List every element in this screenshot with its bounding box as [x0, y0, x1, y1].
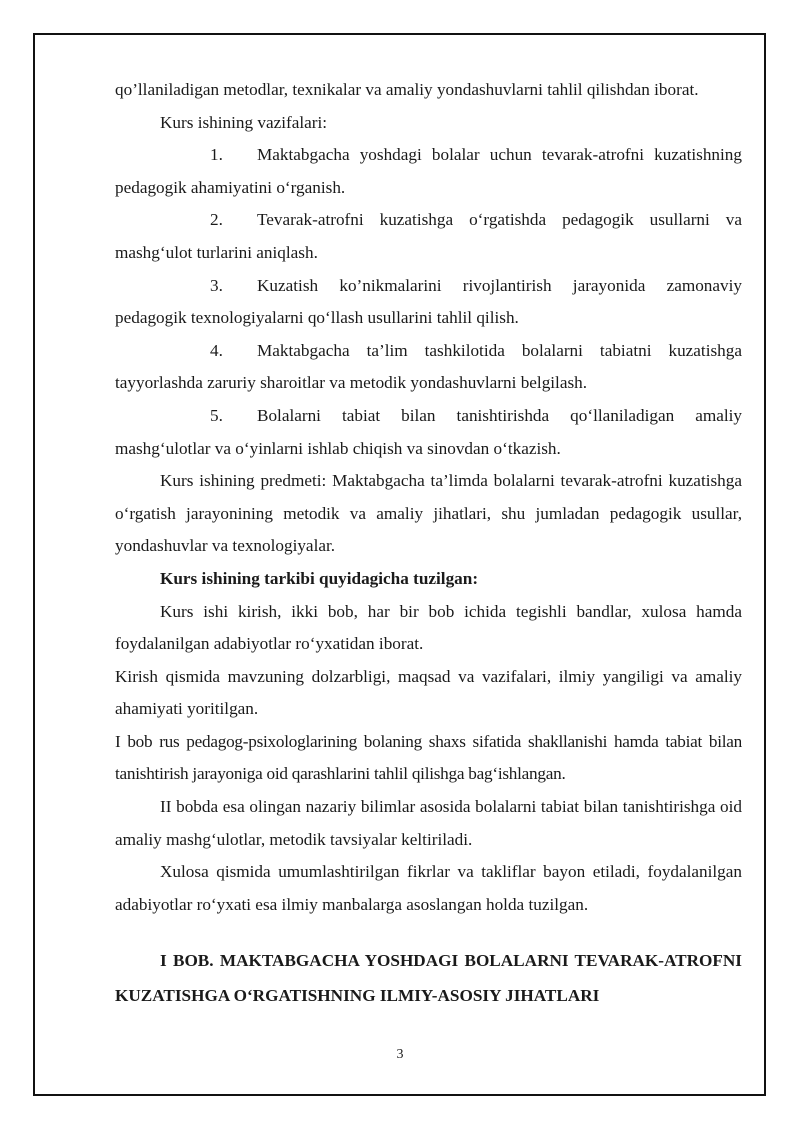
page-content — [115, 74, 742, 1013]
task-number: 3. — [210, 275, 223, 295]
task-number: 4. — [210, 340, 223, 360]
chapter-heading: I BOB. MAKTABGACHA YOSHDAGI BOLALARNI TEVARAK-ATROFNI KUZATISHGA O‘RGATISHNING ILMIY-ASOSIY JIHATLARI — [115, 951, 742, 1006]
task-text: Bolalarni tabiat bilan tanishtirishda qo‘llaniladigan amaliy mashg‘ulotlar va o‘yinlarni ishlab chiqish va sinovdan o‘tkazish. — [115, 405, 742, 458]
intro-section-paragraph: Kirish qismida mavzuning dolzarbligi, maqsad va vazifalari, ilmiy yangiligi va amaliy ahamiyati yoritilgan. — [115, 666, 742, 719]
conclusion-paragraph: Xulosa qismida umumlashtirilgan fikrlar va takliflar bayon etiladi, foydalanilgan adabiyotlar ro‘yxati esa ilmiy manbalarga asoslangan holda tuzilgan. — [115, 862, 742, 914]
task-text: Maktabgacha ta’lim tashkilotida bolalarni tabiatni kuzatishga tayyorlashda zaruriy sharoitlar va metodik yondashuvlarni belgilash. — [115, 340, 742, 393]
task-item-2 — [115, 204, 742, 269]
task-number: 2. — [210, 210, 223, 230]
task-number: 5. — [210, 405, 223, 425]
page-number: 3 — [396, 1047, 404, 1062]
task-text: Tevarak-atrofni kuzatishga o‘rgatishda pedagogik usullarni va mashg‘ulot turlarini aniqlash. — [115, 210, 742, 262]
task-item-5 — [115, 400, 742, 465]
task-number: 1. — [210, 145, 223, 165]
intro-paragraph: qo’llaniladigan metodlar, texnikalar va amaliy yondashuvlarni tahlil qilishdan iborat. — [115, 80, 699, 99]
structure-paragraph: Kurs ishi kirish, ikki bob, har bir bob ichida tegishli bandlar, xulosa hamda foydalanilgan adabiyotlar ro‘yxatidan iborat. — [115, 601, 742, 654]
task-item-3 — [115, 270, 742, 335]
chapter2-paragraph: II bobda esa olingan nazariy bilimlar asosida bolalarni tabiat bilan tanishtirishga oid amaliy mashg‘ulotlar, metodik tavsiyalar keltiriladi. — [115, 797, 742, 849]
task-text: Kuzatish ko’nikmalarini rivojlantirish jarayonida zamonaviy pedagogik texnologiyalarni qo‘llash usullarini tahlil qilish. — [115, 275, 742, 328]
structure-title: Kurs ishining tarkibi quyidagicha tuzilgan: — [160, 568, 479, 588]
subject-paragraph: Kurs ishining predmeti: Maktabgacha ta’limda bolalarni tevarak-atrofni kuzatishga o‘rgatish jarayonining metodik va amaliy jihatlari, shu jumladan pedagogik usullar, yondashuvlar va texnologiyalar. — [115, 471, 742, 556]
task-item-4 — [115, 335, 742, 400]
chapter1-paragraph: I bob rus pedagog-psixologlarining bolaning shaxs sifatida shakllanishi hamda tabiat bilan tanishtirish jarayoniga oid qarashlarini tahlil qilishga bag‘ishlangan. — [115, 731, 742, 784]
task-text: Maktabgacha yoshdagi bolalar uchun tevarak-atrofni kuzatishning pedagogik ahamiyatini o‘rganish. — [115, 145, 742, 197]
task-item-1 — [115, 139, 742, 204]
tasks-title: Kurs ishining vazifalari: — [160, 112, 328, 132]
